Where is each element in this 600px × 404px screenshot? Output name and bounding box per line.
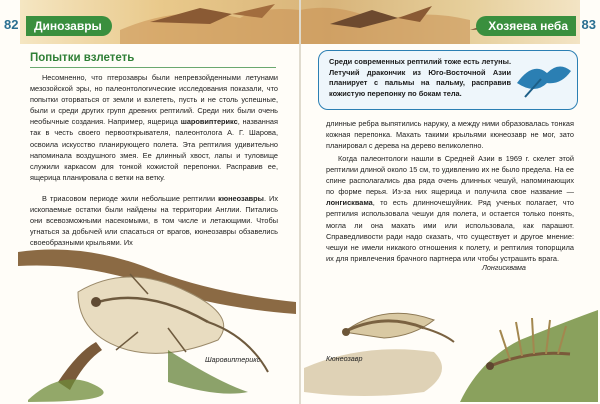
term-longisquama: лонгисквама [326, 198, 373, 208]
title-underline [30, 67, 276, 68]
section-title: Попытки взлететь [30, 52, 135, 64]
sharovipteryx-illustration [18, 232, 296, 402]
book-gutter [299, 0, 301, 404]
callout-box [318, 50, 578, 110]
callout-text: Среди современных рептилий тоже есть летуны. Летучий дракончик из Юго-Восточной Азии планирует с пальмы на пальму, расправив кожистую перепонку по бокам тела. [329, 57, 511, 99]
caption-longisquama: Лонгисквама [482, 263, 526, 272]
paragraph-longisquama: Когда палеонтологи нашли в Средней Азии в 1969 г. скелет этой рептилии длиной около 15 см, то удивлению их не было предела. На ее спине располагались два ряда очень длинных чешуй, напоминающих по форме перья. Из-за них ящерица и получила свое название — лонгисквама, то есть длинночешуйник. Ряд ученых полагает, что рептилия использовала чешуи для полета, и остается только понять, могла ли она махать ими или использовала, как парашют. Справедливости ради надо сказать, что существует и другое мнение: чешуи не имели никакого отношения к полету, и рептилия топорщила их для привлечения брачного партнера или чтобы устрашить врага. [326, 154, 574, 263]
flying-dragon-icon [513, 55, 573, 105]
longisquama-illustration [460, 270, 598, 402]
left-page-number: 82 [4, 17, 19, 32]
right-section-tab: Хозяева неба [476, 16, 576, 36]
kuehneosaurus-illustration [304, 272, 464, 400]
paragraph-kuehneosaurus: В триасовом периоде жили небольшие рептилии кюнеозавры. Их ископаемые остатки были найдены на территории Англии. Питались они всевозможными насекомыми, в том числе и летающими. Чтобы угнаться за добычей или спасаться от врагов, кюнеозавры обзавелись своеобразными крыльями. Их [30, 193, 278, 248]
caption-kuehneosaurus: Кюнеозавр [326, 354, 363, 363]
left-section-tab: Динозавры [26, 16, 112, 36]
right-continuation-text: длинные ребра выпятились наружу, а между ними образовалась тонкая кожная перепонка. Махать такими крыльями кюнеозавр не мог, зато планировал с дерева на дерево великолепно. [326, 119, 574, 151]
paragraph-sharovipteryx: Несомненно, что птерозавры были непревзойденными летунами мезозойской эры, но палеонтологические исследования показали, что попытки оторваться от земли и взлететь, пусть и не столь успешные, были и среди других групп древних рептилий. Среди них были очень необычные создания. Например, ящерица шаровиптерикс, названная так в честь своего первооткрывателя, палеонтолога А. Г. Шарова, освоила искусство планирующего полета. Эта рептилия удивительно напоминала воздушного змея. Ее длинный хвост, лапы и туловище служили каркасом для тонкой кожистой перепонки. Расправив ее, ящерица планировала с ветки на ветку. [30, 73, 278, 182]
caption-sharovipteryx: Шаровиптерикс [205, 355, 261, 364]
right-page-number: 83 [581, 17, 596, 32]
term-sharovipteryx: шаровиптерикс [180, 117, 238, 127]
term-kuehneosaurus: кюнеозавры [218, 193, 264, 203]
right-text-column [326, 153, 574, 274]
left-text-column [30, 72, 278, 258]
